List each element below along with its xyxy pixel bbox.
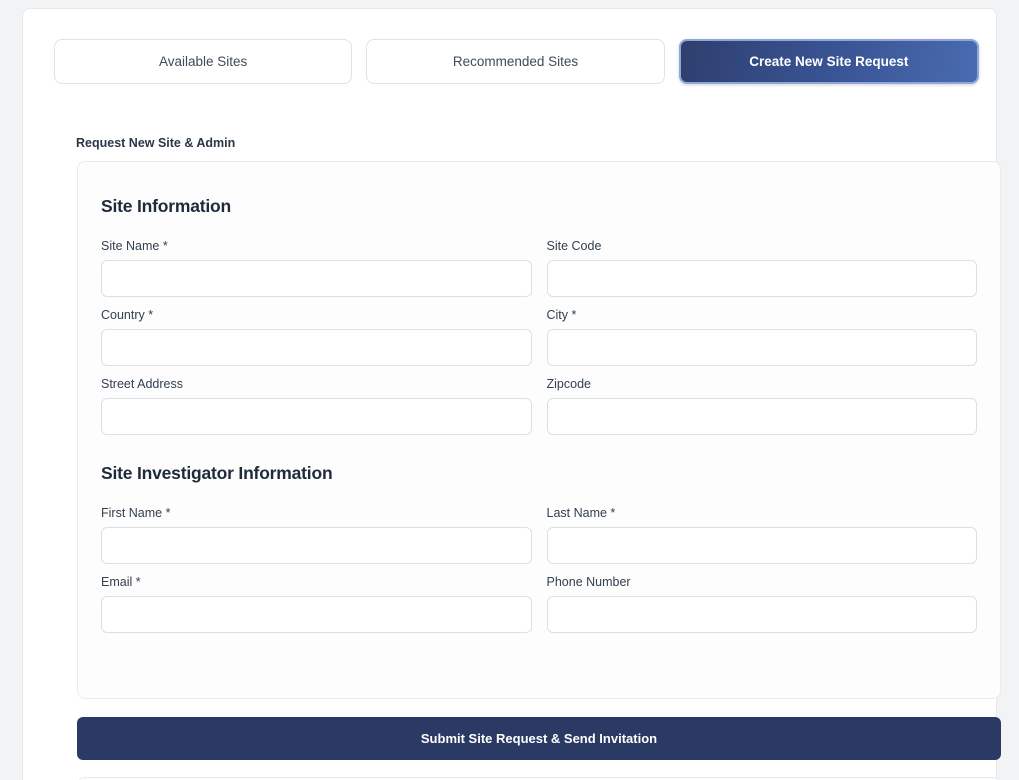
site-name-input[interactable] bbox=[101, 260, 532, 297]
page-title: Request New Site & Admin bbox=[76, 136, 236, 150]
tab-create-new-site-request-label: Create New Site Request bbox=[749, 54, 909, 69]
tab-available-sites-label: Available Sites bbox=[159, 54, 248, 69]
site-information-heading: Site Information bbox=[101, 196, 231, 216]
tab-recommended-sites-label: Recommended Sites bbox=[452, 54, 579, 69]
label-email: Email * bbox=[101, 575, 141, 589]
first-name-input[interactable] bbox=[101, 527, 532, 564]
label-city: City * bbox=[546, 308, 577, 322]
label-zipcode: Zipcode bbox=[546, 377, 591, 391]
email-input[interactable] bbox=[101, 596, 532, 633]
zipcode-input[interactable] bbox=[547, 398, 978, 435]
label-country: Country * bbox=[101, 308, 154, 322]
tab-available-sites[interactable] bbox=[54, 39, 352, 84]
label-phone-number: Phone Number bbox=[546, 575, 631, 589]
field-first-name bbox=[101, 506, 532, 564]
field-street-address bbox=[101, 377, 532, 435]
label-first-name: First Name * bbox=[101, 506, 171, 520]
field-phone-number bbox=[547, 575, 978, 633]
tab-bar bbox=[54, 39, 979, 84]
field-last-name bbox=[547, 506, 978, 564]
form-row-country-city bbox=[101, 308, 977, 366]
phone-number-input[interactable] bbox=[547, 596, 978, 633]
label-site-name: Site Name * bbox=[101, 239, 168, 253]
form-row-first-last-name bbox=[101, 506, 977, 564]
content-panel bbox=[22, 8, 997, 780]
last-name-input[interactable] bbox=[547, 527, 978, 564]
field-city bbox=[547, 308, 978, 366]
form-row-email-phone bbox=[101, 575, 977, 633]
country-input[interactable] bbox=[101, 329, 532, 366]
field-zipcode bbox=[547, 377, 978, 435]
city-input[interactable] bbox=[547, 329, 978, 366]
field-country bbox=[101, 308, 532, 366]
site-code-input[interactable] bbox=[547, 260, 978, 297]
field-email bbox=[101, 575, 532, 633]
submit-site-request-button[interactable]: Submit Site Request & Send Invitation bbox=[77, 717, 1001, 760]
field-site-name bbox=[101, 239, 532, 297]
form-row-site-name-code bbox=[101, 239, 977, 297]
site-request-form bbox=[77, 161, 1001, 699]
form-row-address-zipcode bbox=[101, 377, 977, 435]
label-street-address: Street Address bbox=[101, 377, 183, 391]
label-site-code: Site Code bbox=[546, 239, 602, 253]
field-site-code bbox=[547, 239, 978, 297]
tab-recommended-sites[interactable] bbox=[366, 39, 664, 84]
street-address-input[interactable] bbox=[101, 398, 532, 435]
investigator-information-heading: Site Investigator Information bbox=[101, 463, 333, 483]
label-last-name: Last Name * bbox=[546, 506, 616, 520]
tab-create-new-site-request[interactable] bbox=[679, 39, 979, 84]
